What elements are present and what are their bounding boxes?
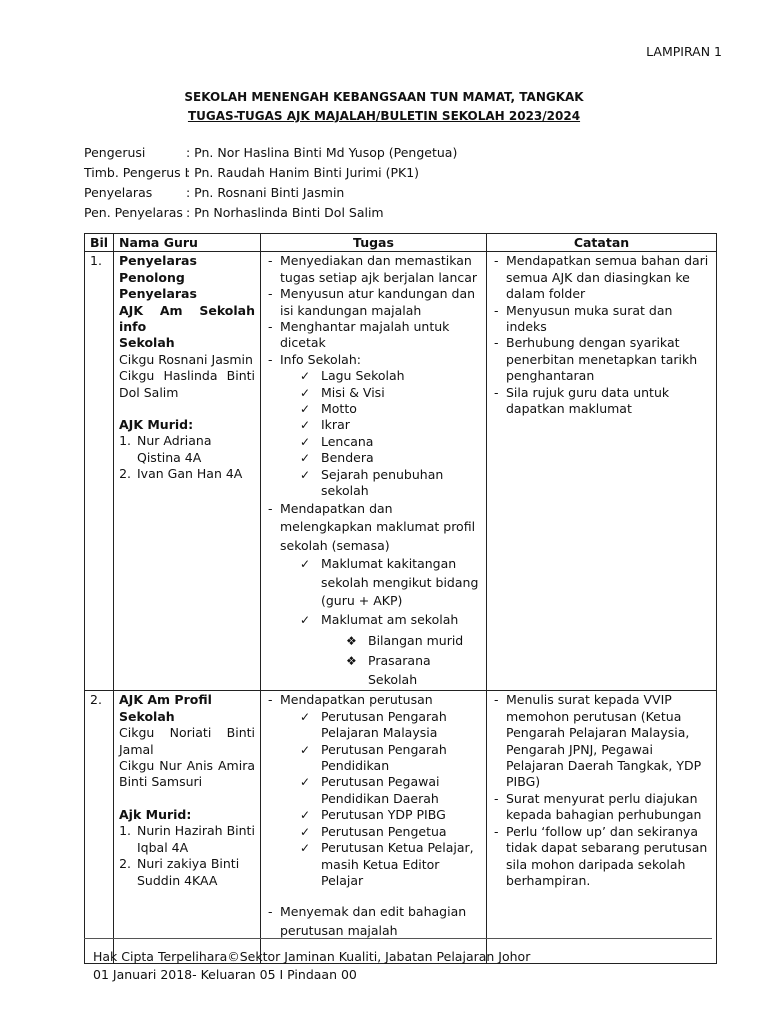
murid-list bbox=[119, 433, 255, 482]
committee-role: Timb. Pengerus I bbox=[84, 165, 189, 180]
dash-bullet: - bbox=[494, 790, 499, 806]
task-text: Mendapatkan dan melengkapkan maklumat profil sekolah (semasa) bbox=[280, 500, 476, 553]
diamond-bullet-icon: ❖ bbox=[346, 654, 357, 669]
task-text: Perutusan Pengarah Pendidikan bbox=[321, 741, 447, 774]
murid-label: Ajk Murid: bbox=[119, 806, 192, 822]
dash-bullet: - bbox=[494, 384, 499, 400]
task-text: Bilangan murid bbox=[368, 632, 464, 648]
cell-catatan bbox=[487, 252, 717, 691]
checkmark-icon: ✓ bbox=[300, 613, 311, 628]
task-item bbox=[266, 632, 481, 651]
checkmark-icon: ✓ bbox=[300, 402, 311, 417]
spacer bbox=[266, 889, 481, 903]
task-text: Maklumat kakitangan sekolah mengikut bidang (guru + AKP) bbox=[321, 556, 479, 609]
note-text: Perlu ‘follow up’ dan sekiranya tidak dapat sebarang perutusan sila mohon daripada sekolah berhampiran. bbox=[506, 823, 708, 888]
note-text: Menulis surat kepada VVIP memohon perutusan (Ketua Pengarah Pelajaran Malaysia, Pengarah JPNJ, Pegawai Pelajaran Daerah Tangkak, YDP PIBG) bbox=[506, 692, 702, 790]
teacher-name: Cikgu Nur Anis Amira bbox=[119, 758, 255, 774]
task-text: Menyediakan dan memastikan tugas setiap ajk berjalan lancar bbox=[280, 253, 478, 285]
school-title: SEKOLAH MENENGAH KEBANGSAAN TUN MAMAT, TANGKAK bbox=[184, 90, 584, 104]
teacher-name: Dol Salim bbox=[119, 384, 179, 400]
note-text: Berhubung dengan syarikat penerbitan menetapkan tarikh penghantaran bbox=[506, 335, 698, 384]
dash-bullet: - bbox=[268, 692, 273, 708]
task-text: Info Sekolah: bbox=[280, 351, 361, 367]
murid-label: AJK Murid: bbox=[119, 417, 194, 433]
task-item bbox=[266, 286, 481, 319]
spacer bbox=[119, 401, 255, 417]
task-item bbox=[266, 401, 481, 417]
task-item bbox=[266, 500, 481, 556]
committee-list bbox=[84, 143, 457, 223]
diamond-bullet-icon: ❖ bbox=[346, 633, 357, 648]
task-text: Misi & Visi bbox=[321, 384, 385, 400]
nama-heading: Penolong Penyelaras bbox=[119, 269, 197, 302]
task-item bbox=[266, 709, 481, 742]
note-item bbox=[492, 253, 711, 302]
task-item bbox=[266, 611, 481, 630]
note-item bbox=[492, 385, 711, 418]
teacher-name: Cikgu Haslinda Binti bbox=[119, 368, 255, 384]
checkmark-icon: ✓ bbox=[300, 775, 311, 790]
task-item bbox=[266, 774, 481, 807]
committee-value: : Pn. Nor Haslina Binti Md Yusop (Pengetua) bbox=[186, 145, 458, 160]
task-text: Mendapatkan perutusan bbox=[280, 692, 433, 708]
task-item bbox=[266, 467, 481, 500]
note-text: Menyusun muka surat dan indeks bbox=[506, 302, 673, 335]
dash-bullet: - bbox=[268, 904, 273, 920]
nama-heading: AJK Am Sekolah info bbox=[119, 302, 255, 335]
committee-row bbox=[84, 183, 457, 203]
checkmark-icon: ✓ bbox=[300, 467, 311, 482]
checkmark-icon: ✓ bbox=[300, 434, 311, 449]
cell-bil: 1. bbox=[85, 252, 114, 691]
task-item bbox=[266, 652, 481, 689]
dash-bullet: - bbox=[268, 286, 273, 302]
task-item bbox=[266, 417, 481, 433]
document-subtitle: TUGAS-TUGAS AJK MAJALAH/BULETIN SEKOLAH 2023/2024 bbox=[187, 109, 581, 123]
nama-heading: Penyelaras bbox=[119, 253, 197, 269]
checkmark-icon: ✓ bbox=[300, 709, 311, 724]
table-row bbox=[85, 691, 717, 964]
checkmark-icon: ✓ bbox=[300, 742, 311, 757]
task-item bbox=[266, 807, 481, 823]
checkmark-icon: ✓ bbox=[300, 451, 311, 466]
task-item bbox=[266, 555, 481, 611]
murid-item: 2. Ivan Gan Han 4A bbox=[135, 466, 255, 482]
task-item bbox=[266, 253, 481, 286]
task-text: Perutusan YDP PIBG bbox=[321, 807, 446, 823]
header-bil: Bil bbox=[85, 234, 114, 252]
lampiran-label: LAMPIRAN 1 bbox=[646, 44, 722, 59]
task-text: Perutusan Pengetua bbox=[321, 823, 447, 839]
task-item bbox=[266, 824, 481, 840]
task-text: Menyemak dan edit bahagian perutusan majalah bbox=[280, 904, 467, 938]
checkmark-icon: ✓ bbox=[300, 824, 311, 839]
note-item bbox=[492, 824, 711, 890]
task-text: Maklumat am sekolah bbox=[321, 612, 459, 628]
checkmark-icon: ✓ bbox=[300, 418, 311, 433]
task-text: Perutusan Ketua Pelajar, masih Ketua Editor Pelajar bbox=[321, 840, 474, 888]
note-item bbox=[492, 791, 711, 824]
table-body bbox=[85, 252, 717, 964]
dash-bullet: - bbox=[268, 500, 273, 516]
spacer bbox=[119, 791, 255, 807]
note-text: Surat menyurat perlu diajukan kepada bahagian perhubungan bbox=[506, 790, 702, 823]
dash-bullet: - bbox=[494, 253, 499, 269]
task-item bbox=[266, 319, 481, 352]
task-text: Lencana bbox=[321, 433, 374, 449]
task-item bbox=[266, 352, 481, 368]
note-text: Sila rujuk guru data untuk dapatkan maklumat bbox=[506, 384, 670, 417]
murid-item: 1. Nur Adriana Qistina 4A bbox=[135, 433, 255, 466]
committee-role: Penyelaras bbox=[84, 185, 153, 200]
task-text: Prasarana Sekolah bbox=[368, 653, 431, 687]
task-item bbox=[266, 434, 481, 450]
task-item bbox=[266, 368, 481, 384]
murid-item: 1. Nurin Hazirah Binti Iqbal 4A bbox=[135, 823, 255, 856]
committee-row bbox=[84, 143, 457, 163]
dash-bullet: - bbox=[268, 351, 273, 367]
nama-heading: AJK Am Profil Sekolah bbox=[119, 692, 212, 724]
task-item bbox=[266, 840, 481, 889]
murid-item: 2. Nuri zakiya Binti Suddin 4KAA bbox=[135, 856, 255, 889]
cell-catatan bbox=[487, 691, 717, 964]
footer-copyright: Hak Cipta Terpelihara©Sektor Jaminan Kualiti, Jabatan Pelajaran Johor bbox=[93, 949, 531, 964]
dash-bullet: - bbox=[268, 253, 273, 269]
cell-tugas bbox=[261, 691, 487, 964]
committee-role: Pen. Penyelaras bbox=[84, 205, 183, 220]
title-block bbox=[0, 88, 768, 126]
task-text: Sejarah penubuhan sekolah bbox=[321, 466, 444, 499]
cell-nama-guru bbox=[114, 691, 261, 964]
header-nama-guru: Nama Guru bbox=[114, 234, 261, 252]
checkmark-icon: ✓ bbox=[300, 557, 311, 572]
cell-bil: 2. bbox=[85, 691, 114, 964]
dash-bullet: - bbox=[494, 302, 499, 318]
footer bbox=[93, 948, 530, 984]
task-text: Perutusan Pegawai Pendidikan Daerah bbox=[321, 774, 440, 806]
dash-bullet: - bbox=[494, 823, 499, 839]
task-item bbox=[266, 742, 481, 775]
committee-value: : Pn Norhaslinda Binti Dol Salim bbox=[186, 205, 384, 220]
teacher-name: Jamal bbox=[119, 741, 154, 757]
table-row bbox=[85, 252, 717, 691]
task-text: Ikrar bbox=[321, 417, 350, 433]
committee-value: : Pn. Rosnani Binti Jasmin bbox=[186, 185, 345, 200]
table-header-row bbox=[85, 234, 717, 252]
checkmark-icon: ✓ bbox=[300, 841, 311, 856]
checkmark-icon: ✓ bbox=[300, 808, 311, 823]
checkmark-icon: ✓ bbox=[300, 385, 311, 400]
footer-issue: 01 Januari 2018- Keluaran 05 I Pindaan 00 bbox=[93, 967, 357, 982]
dash-bullet: - bbox=[494, 692, 499, 708]
note-item bbox=[492, 335, 711, 384]
murid-list bbox=[119, 823, 255, 889]
task-text: Menghantar majalah untuk dicetak bbox=[280, 319, 450, 351]
note-item bbox=[492, 303, 711, 336]
committee-row bbox=[84, 203, 457, 223]
task-item bbox=[266, 385, 481, 401]
task-item bbox=[266, 692, 481, 708]
committee-row bbox=[84, 163, 457, 183]
note-item bbox=[492, 692, 711, 790]
committee-role: Pengerusi bbox=[84, 145, 146, 160]
checkmark-icon: ✓ bbox=[300, 369, 311, 384]
dash-bullet: - bbox=[268, 319, 273, 335]
teacher-name: Cikgu Noriati Binti bbox=[119, 725, 255, 741]
committee-value: : Pn. Raudah Hanim Binti Jurimi (PK1) bbox=[186, 165, 420, 180]
header-tugas: Tugas bbox=[261, 234, 487, 252]
header-catatan: Catatan bbox=[487, 234, 717, 252]
footer-divider bbox=[84, 938, 712, 939]
duties-table bbox=[84, 233, 717, 964]
task-item bbox=[266, 903, 481, 940]
task-item bbox=[266, 450, 481, 466]
teacher-name: Cikgu Rosnani Jasmin bbox=[119, 351, 253, 367]
dash-bullet: - bbox=[494, 335, 499, 351]
task-text: Perutusan Pengarah Pelajaran Malaysia bbox=[321, 708, 447, 741]
teacher-name: Binti Samsuri bbox=[119, 774, 203, 790]
cell-nama-guru bbox=[114, 252, 261, 691]
task-text: Lagu Sekolah bbox=[321, 368, 405, 384]
cell-tugas bbox=[261, 252, 487, 691]
nama-heading: Sekolah bbox=[119, 335, 175, 351]
task-text: Menyusun atur kandungan dan isi kandungan majalah bbox=[280, 286, 476, 318]
task-text: Motto bbox=[321, 401, 357, 417]
note-text: Mendapatkan semua bahan dari semua AJK dan diasingkan ke dalam folder bbox=[506, 253, 709, 302]
task-text: Bendera bbox=[321, 450, 374, 466]
